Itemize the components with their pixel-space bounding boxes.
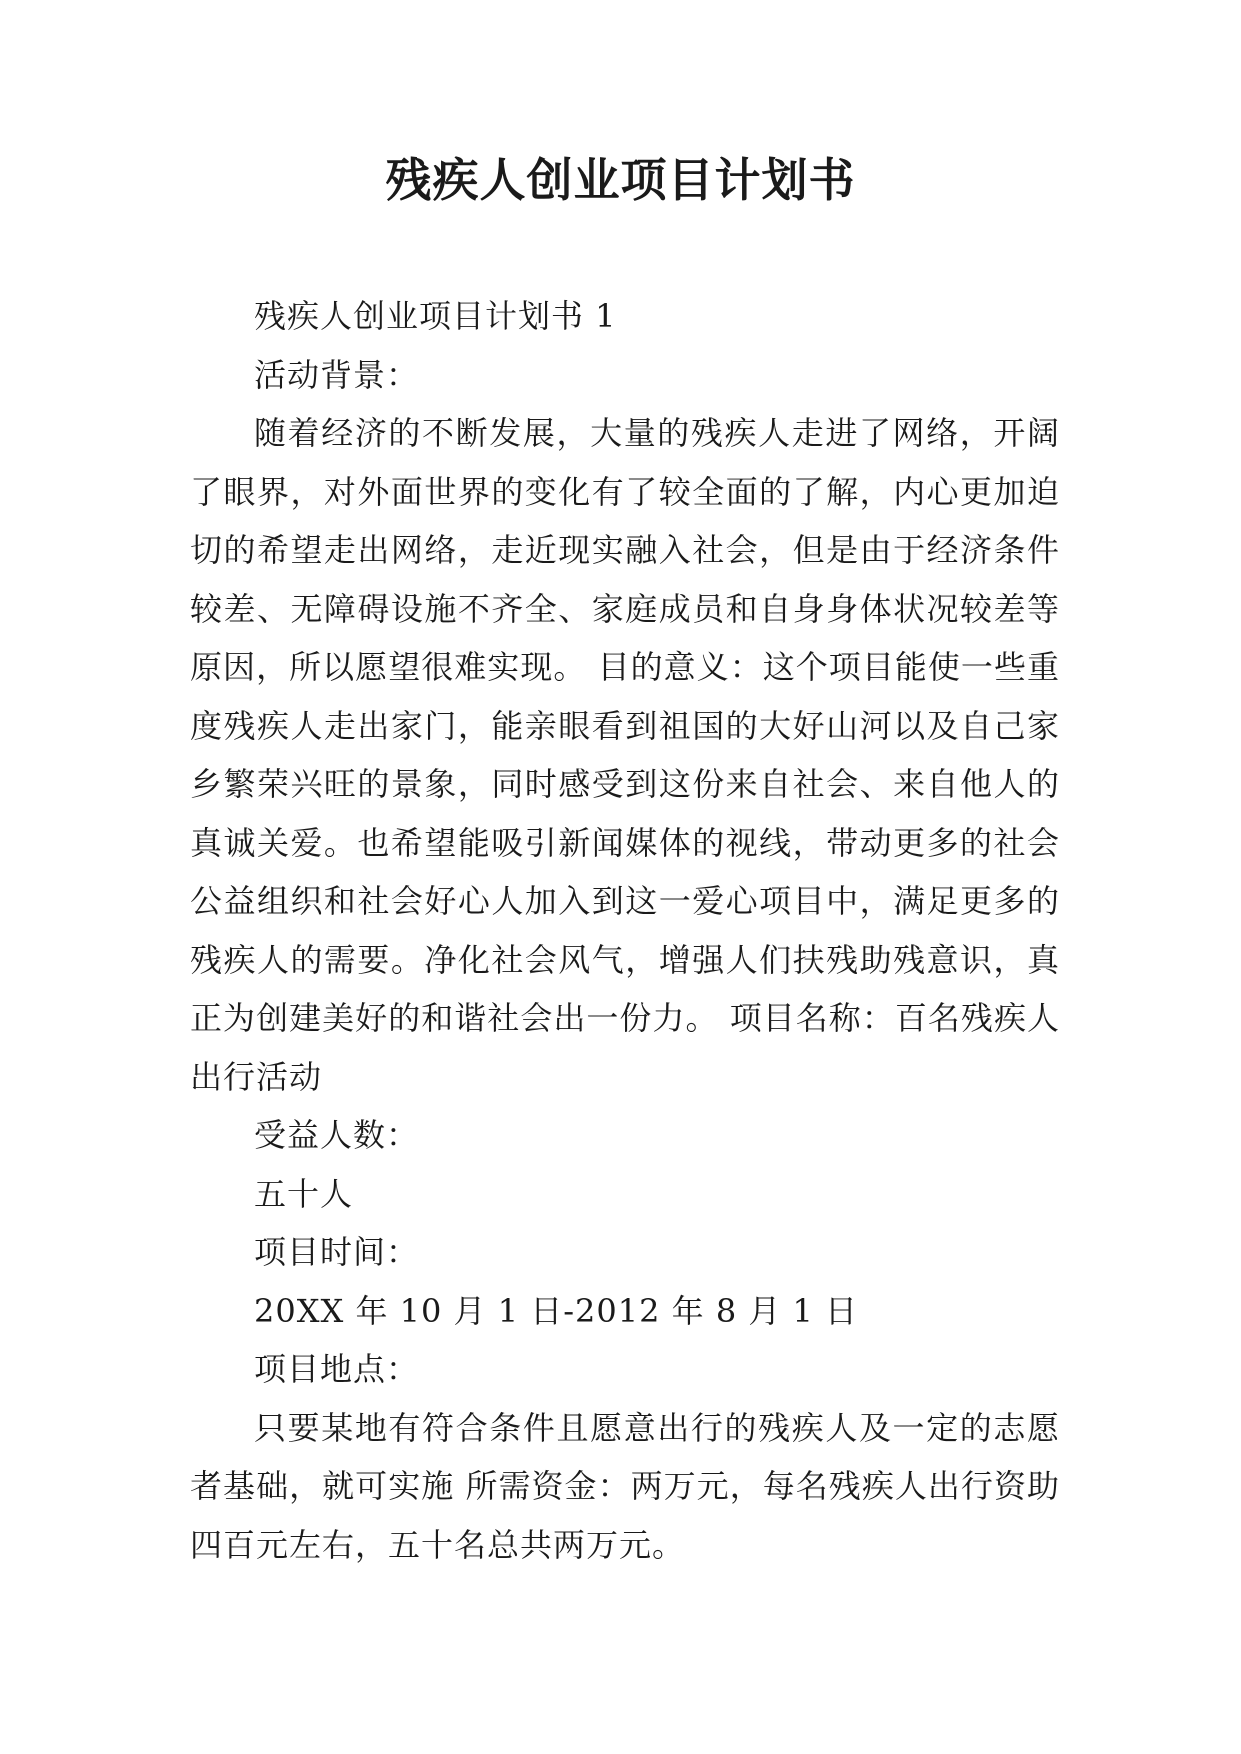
document-title: 残疾人创业项目计划书 [385, 153, 856, 207]
project-location-heading: 项目地点： [254, 1350, 420, 1388]
background-paragraph: 随着经济的不断发展，大量的残疾人走进了网络，开阔了眼界，对外面世界的变化有了较全面的了解，内心更加迫切的希望走出网络，走近现实融入社会，但是由于经济条件较差、无障碍设施不齐全、家庭成员和自身身体状况较差等原因，所以愿望很难实现。 目的意义：这个项目能使一些重度残疾人走出家门，能亲眼看到祖国的大好山河以及自己家乡繁荣兴旺的景象，同时感受到这份来自社会、来自他人的真诚关爱。也希望能吸引新闻媒体的视线，带动更多的社会公益组织和社会好心人加入到这一爱心项目中，满足更多的残疾人的需要。净化社会风气，增强人们扶残助残意识，真正为创建美好的和谐社会出一份力。 项目名称：百名残疾人出行活动 [190, 414, 1060, 1096]
background-heading: 活动背景： [254, 355, 420, 394]
subtitle-paragraph: 残疾人创业项目计划书 1 [254, 297, 617, 335]
document-body [190, 287, 1060, 1574]
project-location-paragraph: 只要某地有符合条件且愿意出行的残疾人及一定的志愿者基础，就可实施 所需资金：两万元，每名残疾人出行资助四百元左右，五十名总共两万元。 [190, 1408, 1060, 1564]
beneficiaries-heading: 受益人数： [254, 1116, 420, 1154]
beneficiaries-value: 五十人 [254, 1174, 354, 1213]
project-time-heading: 项目时间： [254, 1233, 420, 1271]
project-time-value: 20XX 年 10 月 1 日-2012 年 8 月 1 日 [254, 1291, 859, 1330]
